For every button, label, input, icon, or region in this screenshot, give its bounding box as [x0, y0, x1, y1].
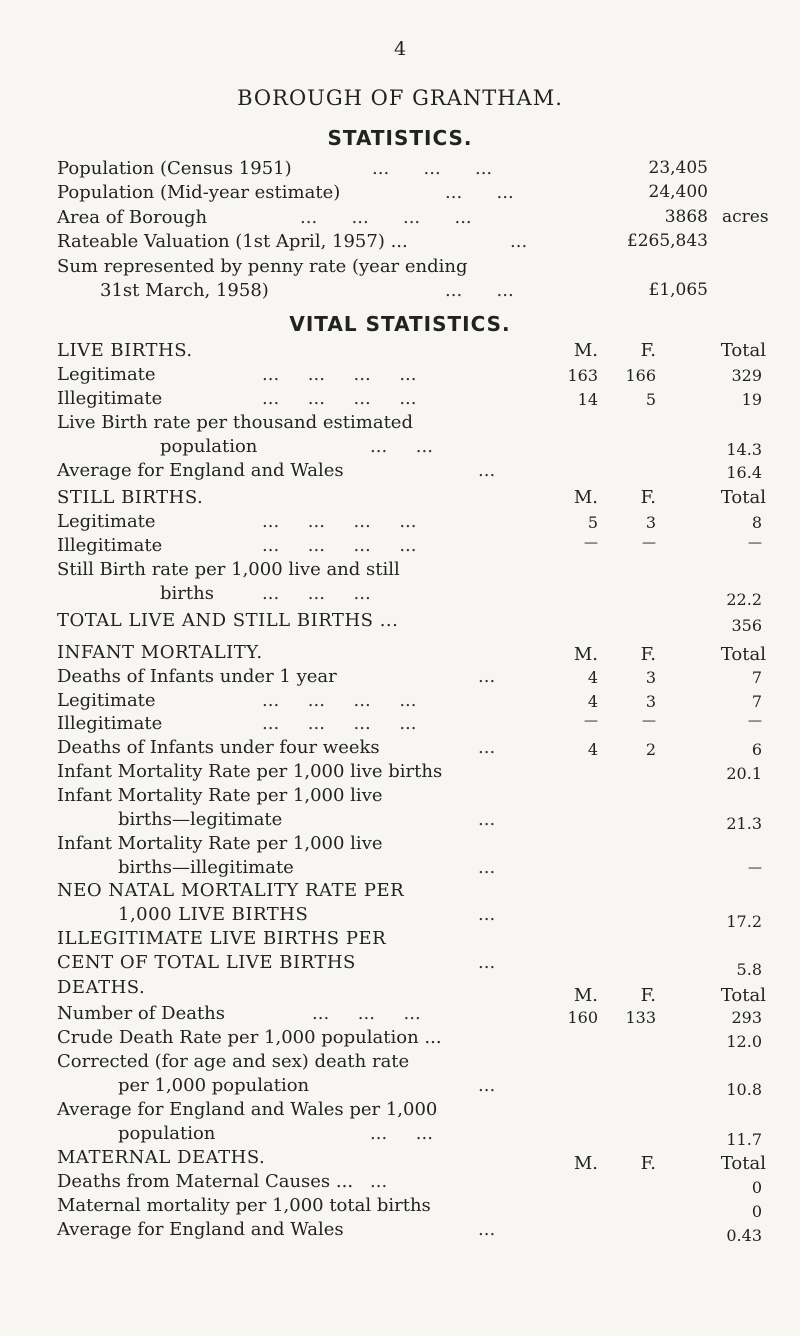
col-m: M. [573, 487, 598, 508]
col-m: M. [573, 1153, 598, 1174]
cell-total: — [748, 860, 762, 876]
row-label: Infant Mortality Rate per 1,000 live [57, 833, 383, 854]
cell-total: 356 [731, 616, 762, 635]
cell-total: 21.3 [726, 814, 762, 833]
cell-total: 19 [741, 390, 762, 409]
row-label-continued: population [118, 1123, 216, 1144]
row-label: Infant Mortality Rate per 1,000 live births [57, 761, 443, 782]
section-heading: MATERNAL DEATHS. [57, 1147, 266, 1168]
row-label: Corrected (for age and sex) death rate [57, 1051, 410, 1072]
section-heading: STILL BIRTHS. [57, 487, 204, 508]
section-heading: INFANT MORTALITY. [57, 642, 263, 663]
row-label: Average for England and Wales per 1,000 [57, 1099, 438, 1120]
cell-total: 14.3 [726, 440, 762, 459]
cell-total: 7 [751, 692, 762, 711]
leader-dots: ... [478, 666, 496, 687]
cell-total: 12.0 [726, 1032, 762, 1051]
row-label: Legitimate [57, 690, 156, 711]
section-heading: LIVE BIRTHS. [57, 340, 193, 361]
row-label: Average for England and Wales [57, 460, 344, 481]
leader-dots: ... [478, 809, 496, 830]
col-f: F. [640, 487, 656, 508]
cell-m: — [584, 535, 598, 551]
cell-f: 133 [625, 1008, 656, 1027]
leader-dots: ... ... ... ... [300, 207, 472, 228]
cell-total: 293 [731, 1008, 762, 1027]
stat-value: 24,400 [648, 182, 708, 202]
stat-label: Area of Borough [57, 207, 208, 228]
leader-dots: ... ... ... [262, 583, 371, 604]
leader-dots: ... ... [370, 1123, 433, 1144]
row-label: Deaths from Maternal Causes ... [57, 1171, 354, 1192]
cell-total: 20.1 [726, 764, 762, 783]
row-label: TOTAL LIVE AND STILL BIRTHS ... [57, 610, 399, 631]
row-label: Legitimate [57, 511, 156, 532]
leader-dots: ... ... ... [312, 1003, 421, 1024]
stat-value: £1,065 [648, 280, 708, 300]
cell-f: 2 [645, 740, 656, 759]
stat-value: 23,405 [648, 158, 708, 178]
col-total: Total [720, 1153, 766, 1174]
cell-total: 7 [751, 668, 762, 687]
stat-value: £265,843 [626, 231, 708, 251]
leader-dots: ... ... ... ... [262, 690, 417, 711]
col-total: Total [720, 487, 766, 508]
row-label-continued: 1,000 LIVE BIRTHS [118, 904, 309, 925]
row-label: Illegitimate [57, 388, 163, 409]
cell-total: 16.4 [726, 463, 762, 482]
cell-m: 4 [587, 668, 598, 687]
col-total: Total [720, 644, 766, 665]
cell-m: 4 [587, 740, 598, 759]
cell-f: 5 [645, 390, 656, 409]
row-label: Deaths of Infants under four weeks [57, 737, 380, 758]
row-label-continued: births—illegitimate [118, 857, 294, 878]
row-label-continued: births—legitimate [118, 809, 283, 830]
cell-total: 329 [731, 366, 762, 385]
cell-f: 3 [645, 692, 656, 711]
row-label: Still Birth rate per 1,000 live and still [57, 559, 400, 580]
leader-dots: ... ... ... ... [262, 535, 417, 556]
leader-dots: ... ... [445, 280, 514, 301]
stat-label: Rateable Valuation (1st April, 1957) ... [57, 231, 408, 252]
leader-dots: ... [478, 1219, 496, 1240]
cell-total: 5.8 [736, 960, 762, 979]
section-heading: DEATHS. [57, 977, 146, 998]
cell-f: 3 [645, 668, 656, 687]
col-f: F. [640, 340, 656, 361]
col-f: F. [640, 644, 656, 665]
leader-dots: ... [478, 1075, 496, 1096]
stat-label-continued: 31st March, 1958) [100, 280, 269, 301]
col-total: Total [720, 340, 766, 361]
row-label: Legitimate [57, 364, 156, 385]
col-m: M. [573, 985, 598, 1006]
row-label-continued: per 1,000 population [118, 1075, 310, 1096]
leader-dots: ... ... ... ... [262, 364, 417, 385]
cell-total: 6 [751, 740, 762, 759]
leader-dots: ... [478, 737, 496, 758]
cell-m: 5 [587, 513, 598, 532]
cell-m: 4 [587, 692, 598, 711]
row-label: Average for England and Wales [57, 1219, 344, 1240]
col-total: Total [720, 985, 766, 1006]
row-label: Crude Death Rate per 1,000 population ... [57, 1027, 442, 1048]
leader-dots: ... ... ... ... [262, 713, 417, 734]
cell-total: — [748, 535, 762, 551]
row-label: Infant Mortality Rate per 1,000 live [57, 785, 383, 806]
stat-label: Population (Census 1951) [57, 158, 292, 179]
cell-m: 163 [567, 366, 598, 385]
cell-f: 166 [625, 366, 656, 385]
cell-m: 14 [577, 390, 598, 409]
cell-m: — [584, 713, 598, 729]
leader-dots: ... [370, 1171, 388, 1192]
leader-dots: ... ... ... ... [262, 511, 417, 532]
cell-f: — [642, 535, 656, 551]
leader-dots: ... [478, 904, 496, 925]
statistics-heading: STATISTICS. [327, 126, 473, 150]
cell-total: 8 [751, 513, 762, 532]
col-m: M. [573, 340, 598, 361]
cell-total: 10.8 [726, 1080, 762, 1099]
row-label: Number of Deaths [57, 1003, 226, 1024]
leader-dots: ... [510, 231, 528, 252]
cell-m: 160 [567, 1008, 598, 1027]
cell-total: 17.2 [726, 912, 762, 931]
stat-unit: acres [722, 207, 769, 227]
leader-dots: ... ... ... ... [262, 388, 417, 409]
row-label: Illegitimate [57, 713, 163, 734]
row-label: Illegitimate [57, 535, 163, 556]
leader-dots: ... ... [370, 436, 433, 457]
col-m: M. [573, 644, 598, 665]
cell-total: 0 [751, 1178, 762, 1197]
stat-label: Sum represented by penny rate (year ending [57, 256, 468, 277]
vital-statistics-heading: VITAL STATISTICS. [289, 312, 511, 336]
row-label-continued: CENT OF TOTAL LIVE BIRTHS [57, 952, 356, 973]
row-label: Maternal mortality per 1,000 total births [57, 1195, 431, 1216]
row-label: NEO NATAL MORTALITY RATE PER [57, 880, 405, 901]
page-number: 4 [393, 38, 407, 60]
cell-total: 0 [751, 1202, 762, 1221]
row-label-continued: births [160, 583, 214, 604]
stat-value: 3868 [664, 207, 708, 227]
cell-total: — [748, 713, 762, 729]
leader-dots: ... ... [445, 182, 514, 203]
col-f: F. [640, 985, 656, 1006]
leader-dots: ... [478, 952, 496, 973]
cell-total: 22.2 [726, 590, 762, 609]
row-label: Deaths of Infants under 1 year [57, 666, 337, 687]
cell-f: 3 [645, 513, 656, 532]
stat-label: Population (Mid-year estimate) [57, 182, 341, 203]
col-f: F. [640, 1153, 656, 1174]
row-label-continued: population [160, 436, 258, 457]
cell-f: — [642, 713, 656, 729]
row-label: ILLEGITIMATE LIVE BIRTHS PER [57, 928, 387, 949]
cell-total: 0.43 [726, 1226, 762, 1245]
leader-dots: ... ... ... [372, 158, 493, 179]
leader-dots: ... [478, 857, 496, 878]
page-title: BOROUGH OF GRANTHAM. [237, 86, 563, 110]
cell-total: 11.7 [726, 1130, 762, 1149]
row-label: Live Birth rate per thousand estimated [57, 412, 413, 433]
leader-dots: ... [478, 460, 496, 481]
